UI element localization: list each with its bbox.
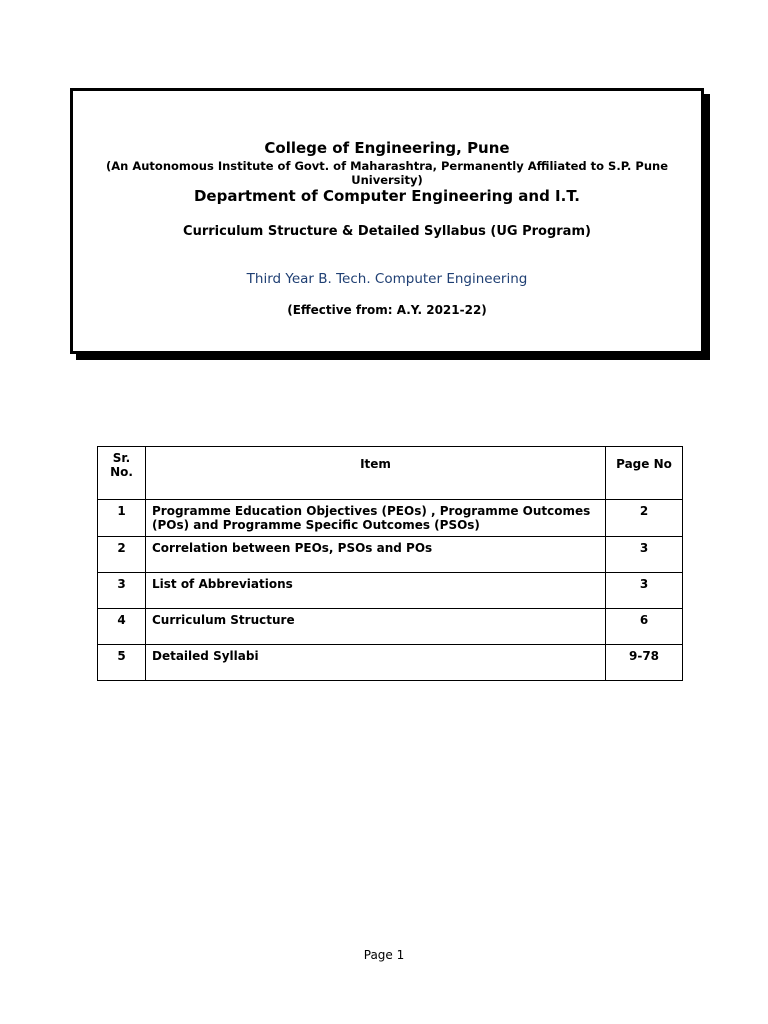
row-page-no: 9-78 [606,645,683,681]
college-subtitle: (An Autonomous Institute of Govt. of Maharashtra, Permanently Affiliated to S.P. Pune University) [105,159,668,187]
row-sr-no: 3 [98,573,146,609]
table-of-contents [97,446,683,681]
row-page-no: 3 [606,573,683,609]
table-row [98,609,683,645]
table-row [98,500,683,537]
row-page-no: 6 [606,609,683,645]
row-item: Curriculum Structure [146,609,606,645]
row-sr-no: 4 [98,609,146,645]
column-header-sr-no: Sr. No. [98,447,146,500]
curriculum-title: Curriculum Structure & Detailed Syllabus (UG Program) [183,224,591,239]
title-box [70,88,704,354]
row-page-no: 2 [606,500,683,537]
page-number: Page 1 [363,948,405,962]
row-sr-no: 5 [98,645,146,681]
column-header-page-no: Page No [606,447,683,500]
column-header-item: Item [146,447,606,500]
row-item: List of Abbreviations [146,573,606,609]
table-header-row [98,447,683,500]
department-name: Department of Computer Engineering and I.T. [193,187,580,205]
row-sr-no: 2 [98,537,146,573]
row-sr-no: 1 [98,500,146,537]
effective-date: (Effective from: A.Y. 2021-22) [287,303,487,317]
row-item: Detailed Syllabi [146,645,606,681]
table-row [98,537,683,573]
program-year: Third Year B. Tech. Computer Engineering [246,271,528,287]
row-item: Correlation between PEOs, PSOs and POs [146,537,606,573]
row-page-no: 3 [606,537,683,573]
table-row [98,645,683,681]
row-item: Programme Education Objectives (PEOs) , Programme Outcomes (POs) and Programme Specific Outcomes (PSOs) [146,500,606,537]
table-row [98,573,683,609]
college-name: College of Engineering, Pune [264,139,510,157]
